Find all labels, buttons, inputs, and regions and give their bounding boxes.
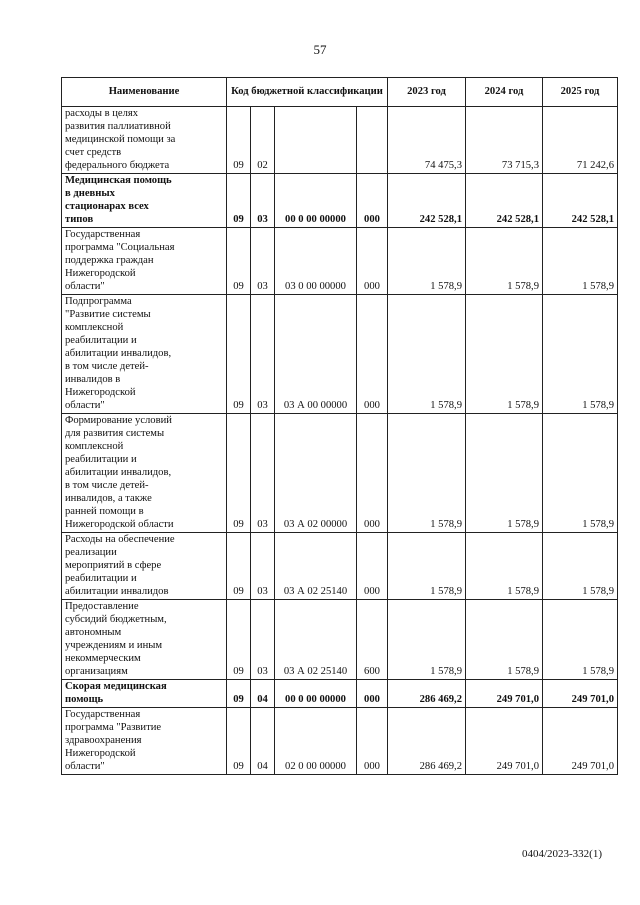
cell-pr: 02 <box>251 107 275 174</box>
cell-y2023: 1 578,9 <box>388 533 466 600</box>
cell-y2025: 249 701,0 <box>543 708 618 775</box>
cell-vr: 000 <box>357 228 388 295</box>
cell-y2024: 1 578,9 <box>466 600 543 680</box>
table-row <box>62 414 618 533</box>
cell-csr: 03 0 00 00000 <box>275 228 357 295</box>
cell-y2025: 1 578,9 <box>543 228 618 295</box>
cell-pr: 03 <box>251 295 275 414</box>
cell-name: Скорая медицинская помощь <box>62 680 227 708</box>
cell-y2025: 1 578,9 <box>543 600 618 680</box>
cell-pr: 03 <box>251 228 275 295</box>
cell-name: Государственная программа "Развитие здравоохранения Нижегородской области" <box>62 708 227 775</box>
budget-table <box>61 77 618 775</box>
cell-csr: 03 А 00 00000 <box>275 295 357 414</box>
cell-csr: 02 0 00 00000 <box>275 708 357 775</box>
header-2025: 2025 год <box>543 78 618 107</box>
cell-csr: 00 0 00 00000 <box>275 680 357 708</box>
cell-vr: 600 <box>357 600 388 680</box>
cell-name: Государственная программа "Социальная поддержка граждан Нижегородской области" <box>62 228 227 295</box>
cell-rz: 09 <box>227 414 251 533</box>
cell-y2025: 249 701,0 <box>543 680 618 708</box>
table-row <box>62 708 618 775</box>
table-body <box>62 107 618 775</box>
cell-y2023: 1 578,9 <box>388 600 466 680</box>
cell-y2023: 1 578,9 <box>388 414 466 533</box>
cell-vr: 000 <box>357 680 388 708</box>
cell-y2025: 1 578,9 <box>543 533 618 600</box>
table-header-row <box>62 78 618 107</box>
cell-vr: 000 <box>357 174 388 228</box>
cell-y2025: 1 578,9 <box>543 295 618 414</box>
cell-y2025: 1 578,9 <box>543 414 618 533</box>
cell-pr: 03 <box>251 174 275 228</box>
header-name: Наименование <box>62 78 227 107</box>
cell-vr: 000 <box>357 295 388 414</box>
cell-rz: 09 <box>227 708 251 775</box>
cell-y2023: 1 578,9 <box>388 295 466 414</box>
cell-y2023: 286 469,2 <box>388 680 466 708</box>
cell-y2023: 286 469,2 <box>388 708 466 775</box>
cell-pr: 03 <box>251 600 275 680</box>
cell-y2025: 71 242,6 <box>543 107 618 174</box>
cell-name: расходы в целях развития паллиативной медицинской помощи за счет средств федерального бюджета <box>62 107 227 174</box>
cell-y2024: 242 528,1 <box>466 174 543 228</box>
cell-y2025: 242 528,1 <box>543 174 618 228</box>
cell-y2024: 73 715,3 <box>466 107 543 174</box>
cell-pr: 04 <box>251 708 275 775</box>
cell-y2024: 1 578,9 <box>466 533 543 600</box>
table-row <box>62 174 618 228</box>
cell-name: Предоставление субсидий бюджетным, автономным учреждениям и иным некоммерческим организациям <box>62 600 227 680</box>
header-code: Код бюджетной классификации <box>227 78 388 107</box>
cell-y2023: 1 578,9 <box>388 228 466 295</box>
cell-y2023: 74 475,3 <box>388 107 466 174</box>
cell-rz: 09 <box>227 295 251 414</box>
cell-rz: 09 <box>227 107 251 174</box>
page-number: 57 <box>313 42 327 57</box>
cell-csr: 00 0 00 00000 <box>275 174 357 228</box>
table-row <box>62 107 618 174</box>
cell-csr: 03 А 02 25140 <box>275 600 357 680</box>
cell-y2024: 1 578,9 <box>466 295 543 414</box>
cell-rz: 09 <box>227 174 251 228</box>
header-2024: 2024 год <box>466 78 543 107</box>
document-code: 0404/2023-332(1) <box>521 848 602 860</box>
cell-rz: 09 <box>227 600 251 680</box>
cell-rz: 09 <box>227 680 251 708</box>
cell-name: Подпрограмма "Развитие системы комплексной реабилитации и абилитации инвалидов, в том числе детей- инвалидов в Нижегородской области" <box>62 295 227 414</box>
cell-pr: 03 <box>251 533 275 600</box>
cell-y2024: 1 578,9 <box>466 228 543 295</box>
cell-y2024: 249 701,0 <box>466 708 543 775</box>
cell-y2024: 1 578,9 <box>466 414 543 533</box>
cell-y2024: 249 701,0 <box>466 680 543 708</box>
cell-name: Медицинская помощь в дневных стационарах всех типов <box>62 174 227 228</box>
cell-csr: 03 А 02 00000 <box>275 414 357 533</box>
cell-rz: 09 <box>227 533 251 600</box>
table-row <box>62 600 618 680</box>
cell-csr <box>275 107 357 174</box>
cell-name: Расходы на обеспечение реализации мероприятий в сфере реабилитации и абилитации инвалидов <box>62 533 227 600</box>
cell-vr: 000 <box>357 708 388 775</box>
cell-y2023: 242 528,1 <box>388 174 466 228</box>
cell-vr: 000 <box>357 414 388 533</box>
table-row <box>62 533 618 600</box>
cell-name: Формирование условий для развития системы комплексной реабилитации и абилитации инвалидов, в том числе детей- инвалидов, а также ранней помощи в Нижегородской области <box>62 414 227 533</box>
header-2023: 2023 год <box>388 78 466 107</box>
table-row <box>62 295 618 414</box>
cell-pr: 04 <box>251 680 275 708</box>
cell-vr <box>357 107 388 174</box>
cell-vr: 000 <box>357 533 388 600</box>
cell-rz: 09 <box>227 228 251 295</box>
table-row <box>62 228 618 295</box>
table-row <box>62 680 618 708</box>
cell-pr: 03 <box>251 414 275 533</box>
cell-csr: 03 А 02 25140 <box>275 533 357 600</box>
